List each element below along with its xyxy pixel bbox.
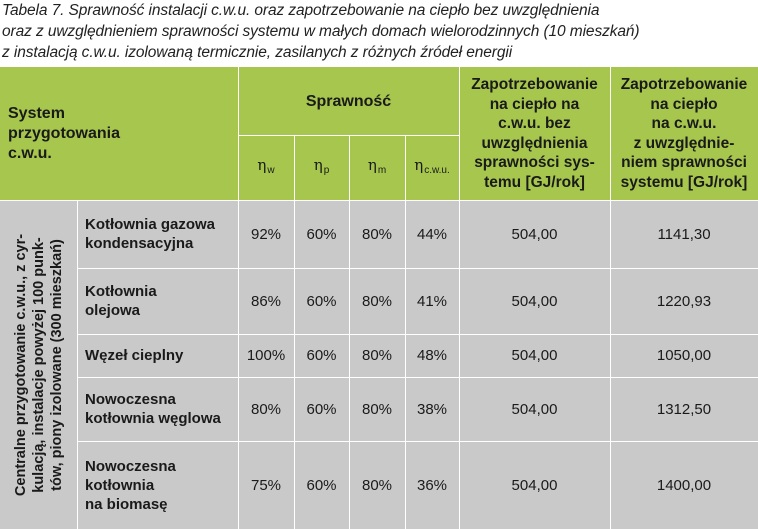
header-text: niem sprawności <box>621 154 747 171</box>
header-eta-cwu: $\eta_{c.w.u.}$ <box>405 135 459 200</box>
row-name: Nowoczesna kotłownia węglowa <box>85 391 221 427</box>
table-cell: 60% <box>306 476 337 494</box>
table-cell: 504,00 <box>511 347 558 364</box>
caption-line: Tabela 7. Sprawność instalacji c.w.u. oraz zapotrzebowanie na ciepło bez uwzględnienia <box>2 2 600 19</box>
header-text: System <box>8 104 65 122</box>
header-text: sprawności sys- <box>474 154 595 171</box>
table-cell: 80% <box>361 292 393 310</box>
header-eta-p: $\eta_p$ <box>294 135 349 200</box>
table-cell: 1141,30 <box>657 225 711 243</box>
group-label-text: Centralne przygotowanie c.w.u., z cyr- <box>12 233 29 496</box>
header-text: c.w.u. bez <box>498 115 571 132</box>
group-label <box>0 200 77 529</box>
efficiency-table <box>0 67 758 529</box>
table-cell: 60% <box>306 347 337 364</box>
table-cell: 86% <box>250 292 282 310</box>
table-cell: 504,00 <box>511 400 558 418</box>
table-cell: 80% <box>250 400 282 418</box>
header-eta-w: $\eta_w$ <box>238 135 294 200</box>
header-text: Zapotrzebowanie <box>471 76 598 93</box>
grid-line <box>405 135 406 529</box>
table-cell: 36% <box>416 476 448 494</box>
table-cell: 38% <box>416 400 448 418</box>
table-cell: 80% <box>361 347 393 364</box>
header-text: na c.w.u. <box>651 115 717 132</box>
header-text: z uwzględnie- <box>633 134 735 152</box>
header-text: na ciepło na <box>489 95 580 113</box>
header-text: przygotowania <box>8 124 121 142</box>
group-label-text: kulacją, instalacje powyżej 100 punk- <box>30 236 47 493</box>
table-cell: 1050,00 <box>656 347 712 364</box>
table-cell: 80% <box>361 476 393 494</box>
grid-line <box>238 135 459 136</box>
header-text: na ciepło <box>650 95 718 113</box>
table-cell: 1400,00 <box>656 476 712 494</box>
header-sprawnosc <box>238 67 459 135</box>
grid-line <box>77 200 78 529</box>
header-demand-with <box>610 67 758 200</box>
table-caption <box>2 0 758 63</box>
header-system <box>0 67 238 200</box>
grid-line <box>77 441 758 442</box>
grid-line <box>238 67 239 529</box>
table-cell: 60% <box>306 225 337 243</box>
grid-line <box>77 268 758 269</box>
grid-line <box>294 135 295 529</box>
header-demand-without <box>459 67 610 200</box>
table-cell: 48% <box>416 347 448 364</box>
grid-line <box>349 135 350 529</box>
group-label-text: tów, piony izolowane (300 mieszkań) <box>48 238 65 491</box>
table-cell: 60% <box>306 292 337 310</box>
table-cell: 1220,93 <box>656 292 712 310</box>
grid-line <box>459 67 460 529</box>
grid-line <box>77 377 758 378</box>
table-cell: 80% <box>361 225 393 243</box>
header-text: systemu [GJ/rok] <box>620 173 748 191</box>
row-name: Kotłownia olejowa <box>85 283 157 319</box>
header-text: Sprawność <box>305 92 392 110</box>
row-name: Kotłownia gazowa kondensacyjna <box>85 216 216 252</box>
table-cell: 80% <box>361 400 393 418</box>
table-cell: 1312,50 <box>656 400 712 418</box>
caption-line: z instalacją c.w.u. izolowaną termicznie, zasilanych z różnych źródeł energii <box>2 44 513 61</box>
table-cell: 60% <box>306 400 337 418</box>
header-text: Zapotrzebowanie <box>620 76 748 93</box>
table-cell: 41% <box>416 292 448 310</box>
header-eta-m: $\eta_m$ <box>349 135 405 200</box>
table-cell: 504,00 <box>511 292 558 310</box>
header-text: c.w.u. <box>8 144 52 162</box>
table-cell: 44% <box>416 225 448 243</box>
grid-line <box>77 334 758 335</box>
header-text: uwzględnienia <box>481 134 588 152</box>
row-name: Węzeł cieplny <box>85 347 184 364</box>
table-cell: 100% <box>246 347 286 364</box>
grid-line <box>610 67 611 529</box>
table-cell: 504,00 <box>511 225 558 243</box>
header-text: temu [GJ/rok] <box>484 173 585 191</box>
table-cell: 504,00 <box>511 476 558 494</box>
row-name: Nowoczesna kotłownia na biomasę <box>85 457 176 513</box>
table-cell: 92% <box>250 225 282 243</box>
table-cell: 75% <box>250 476 282 494</box>
caption-line: oraz z uwzględnieniem sprawności systemu w małych domach wielorodzinnych (10 mieszkań) <box>2 23 640 40</box>
grid-line <box>0 200 758 201</box>
